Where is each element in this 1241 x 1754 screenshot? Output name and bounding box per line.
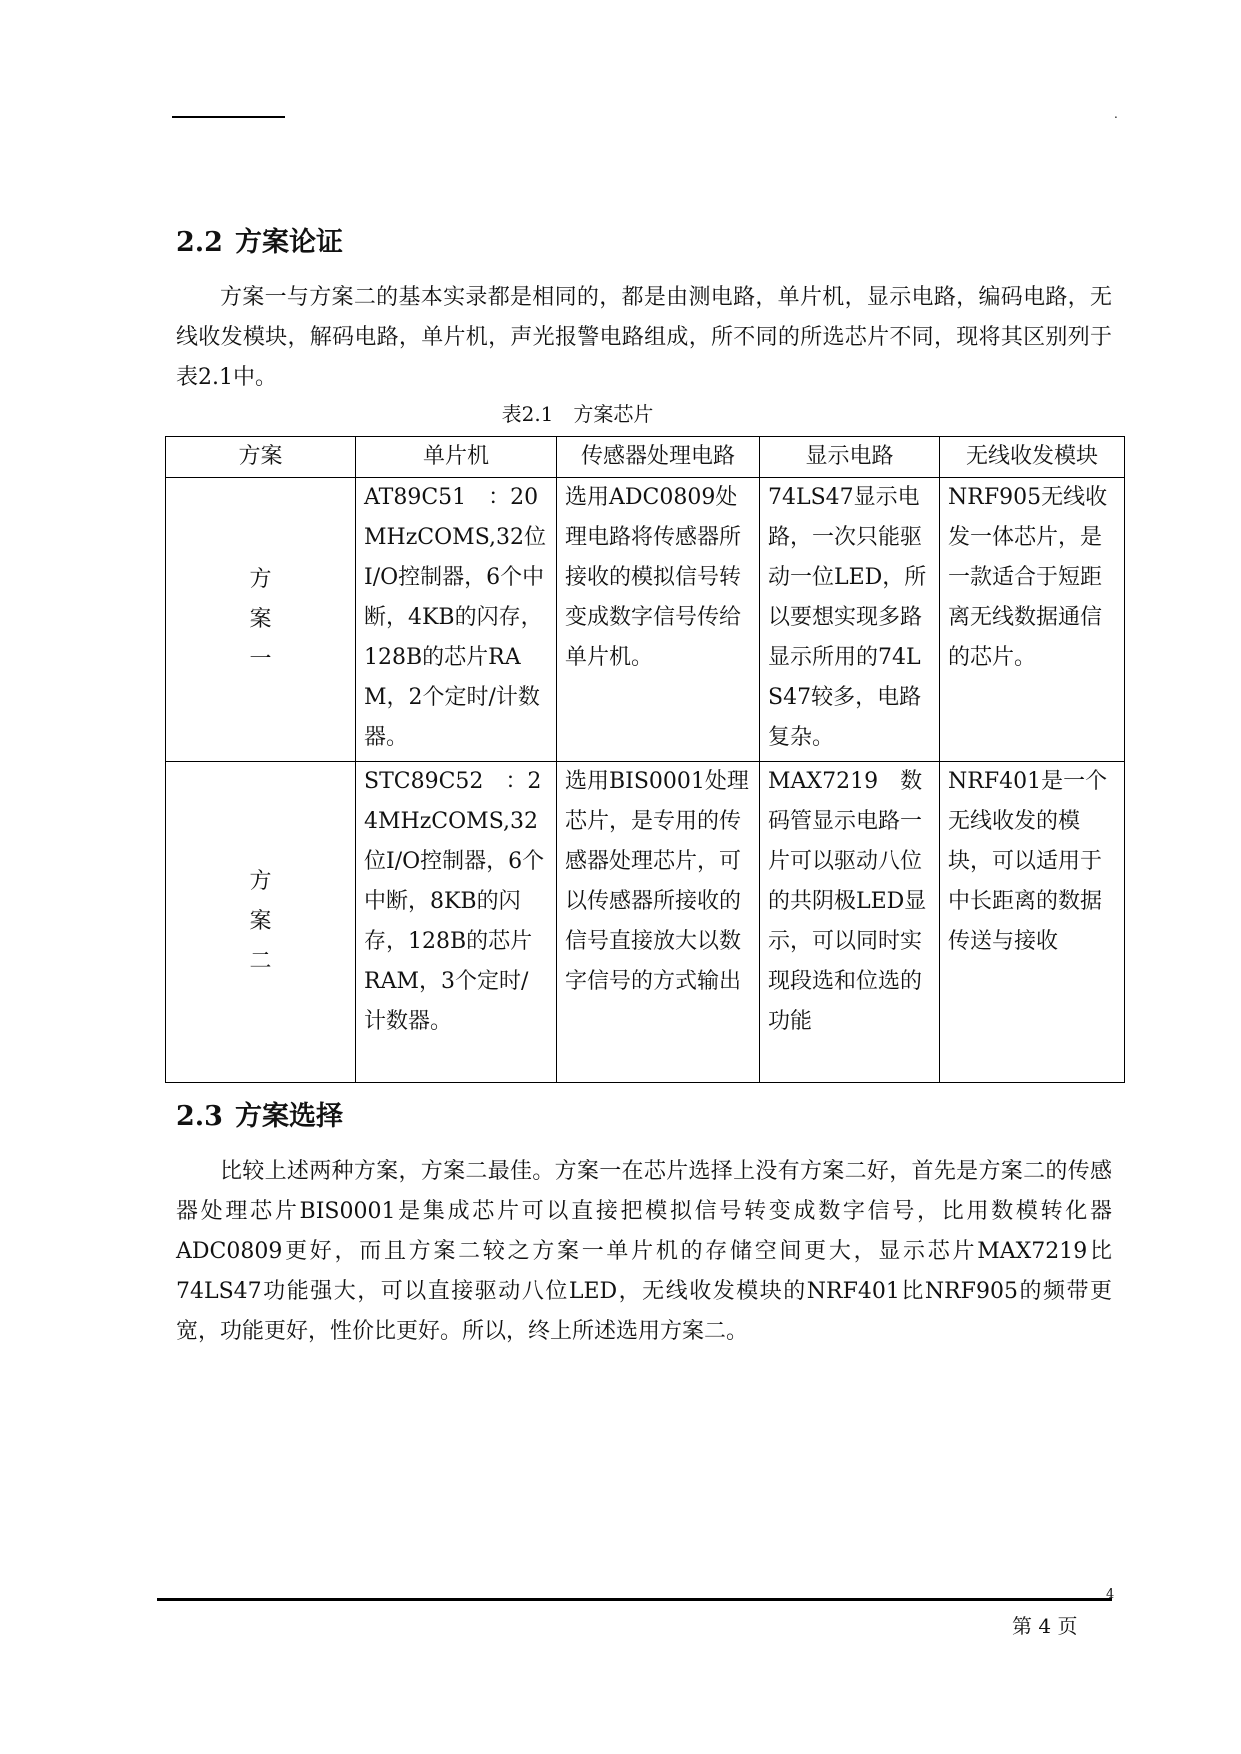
table-cell: 选用ADC0809处理电路将传感器所接收的模拟信号转变成数字信号传给单片机。 [557, 478, 760, 762]
section-title: 方案论证 [234, 227, 343, 258]
footer-corner-number: 4 [1106, 1587, 1115, 1602]
table-header-cell: 单片机 [356, 437, 557, 478]
table-cell: NRF905无线收发一体芯片，是一款适合于短距离无线数据通信的芯片。 [940, 478, 1125, 762]
section-2-2-paragraph [176, 278, 1112, 398]
row-name-cell [166, 478, 356, 762]
section-heading-2-2 [176, 226, 343, 260]
section-number: 2.2 [176, 227, 223, 258]
table-cell: 选用BIS0001处理芯片，是专用的传感器处理芯片，可以传感器所接收的信号直接放大以数字信号的方式输出 [557, 762, 760, 1083]
row-name-cell [166, 762, 356, 1083]
row-name-char: 案 [249, 909, 272, 934]
table-cell: NRF401是一个无线收发的模块，可以适用于中长距离的数据传送与接收 [940, 762, 1125, 1083]
row-name-char: 一 [249, 646, 272, 672]
row-name-char: 案 [249, 606, 272, 632]
table-header-cell: 无线收发模块 [940, 437, 1125, 478]
table-cell: STC89C52 ：24MHzCOMS,32位I/O控制器，6个中断，8KB的闪存，128B的芯片RAM，3个定时/计数器。 [356, 762, 557, 1083]
section-title: 方案选择 [234, 1101, 343, 1132]
paragraph-text: 方案一与方案二的基本实录都是相同的，都是由测电路，单片机，显示电路，编码电路，无线收发模块，解码电路，单片机，声光报警电路组成，所不同的所选芯片不同，现将其区别列于表2.1中。 [176, 285, 1112, 390]
table-cell: AT89C51 ：20MHzCOMS,32位I/O控制器，6个中断，4KB的闪存，128B的芯片RAM，2个定时/计数器。 [356, 478, 557, 762]
paragraph-text: 比较上述两种方案，方案二最佳。方案一在芯片选择上没有方案二好，首先是方案二的传感器处理芯片BIS0001是集成芯片可以直接把模拟信号转变成数字信号，比用数模转化器ADC0809更好，而且方案二较之方案一单片机的存储空间更大，显示芯片MAX7219比74LS47功能强大，可以直接驱动八位LED，无线收发模块的NRF401比NRF905的频带更宽，功能更好，性价比更好。所以，终上所述选用方案二。 [176, 1159, 1112, 1344]
header-dot: . [1114, 107, 1118, 121]
scheme-table [165, 436, 1125, 1083]
section-2-3-paragraph [176, 1152, 1112, 1352]
table-header-cell: 传感器处理电路 [557, 437, 760, 478]
footer-rule [157, 1598, 1112, 1601]
table-row [166, 478, 1125, 762]
row-name-char: 方 [249, 869, 272, 894]
table-caption [0, 400, 1155, 428]
table-header-cell: 方案 [166, 437, 356, 478]
page-number-label: 第 4 页 [1012, 1614, 1078, 1638]
table-row [166, 762, 1125, 1083]
table-header-row [166, 437, 1125, 478]
section-heading-2-3 [176, 1100, 343, 1134]
table-header-cell: 显示电路 [760, 437, 940, 478]
header-rule [172, 116, 285, 118]
table-cell: MAX7219 数码管显示电路一片可以驱动八位的共阴极LED显示，可以同时实现段选和位选的功能 [760, 762, 940, 1083]
table-cell: 74LS47显示电路，一次只能驱动一位LED，所以要想实现多路显示所用的74LS47较多，电路复杂。 [760, 478, 940, 762]
row-name-char: 二 [249, 949, 272, 974]
table-caption-number: 表2.1 [501, 402, 554, 426]
table-caption-title: 方案芯片 [573, 402, 654, 426]
row-name-char: 方 [249, 566, 272, 592]
section-number: 2.3 [176, 1101, 223, 1132]
